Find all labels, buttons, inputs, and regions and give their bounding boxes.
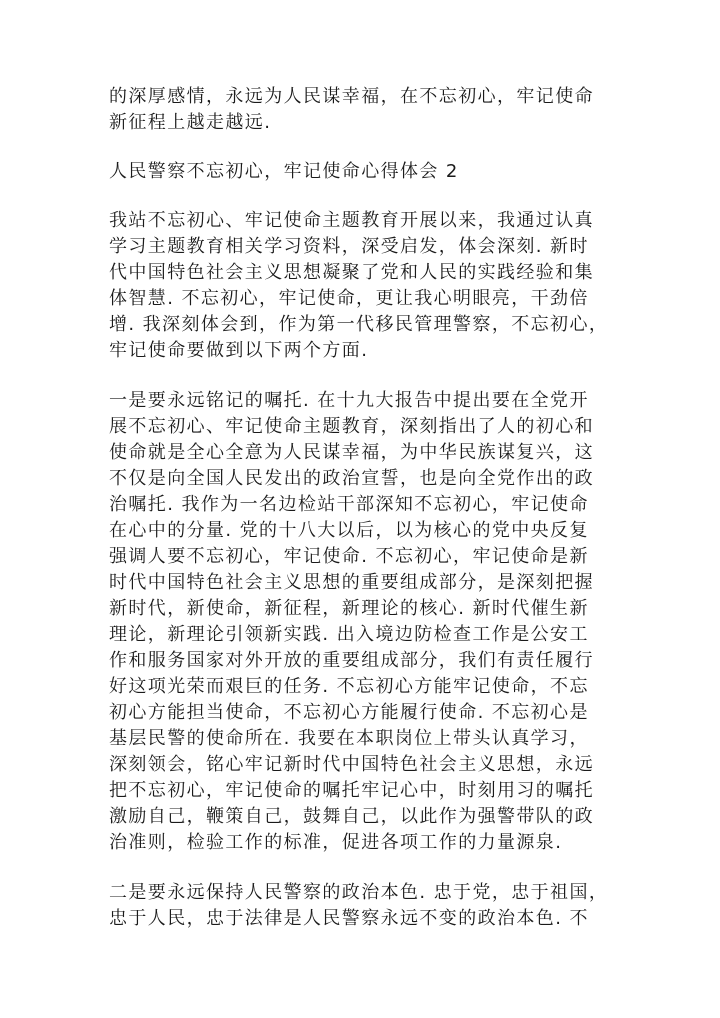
text-line: 强调人要不忘初心，牢记使命. 不忘初心，牢记使命是新 (109, 546, 589, 567)
text-line: 的深厚感情，永远为人民谋幸福，在不忘初心，牢记使命 (109, 86, 594, 107)
text-line: 代中国特色社会主义思想凝聚了党和人民的实践经验和集 (109, 262, 594, 283)
text-line: 牢记使命要做到以下两个方面. (109, 340, 369, 361)
text-line: 作和服务国家对外开放的重要组成部分，我们有责任履行 (109, 650, 594, 671)
paragraph-1 (109, 208, 609, 364)
text-line: 我站不忘初心、牢记使命主题教育开展以来，我通过认真 (109, 210, 594, 231)
section-heading (109, 159, 601, 185)
paragraph-gap (109, 185, 601, 208)
text-line: 初心方能担当使命，不忘初心方能履行使命. 不忘初心是 (109, 702, 589, 723)
text-line: 把不忘初心，牢记使命的嘱托牢记心中，时刻用习的嘱托 (109, 780, 594, 801)
text-line: 体智慧. 不忘初心，牢记使命，更让我心明眼亮，干劲倍 (109, 288, 589, 309)
text-line: 治嘱托. 我作为一名边检站干部深知不忘初心，牢记使命 (109, 494, 589, 515)
text-line: 一是要永远铭记的嘱托. 在十九大报告中提出要在全党开 (109, 390, 589, 411)
paragraph-3 (109, 880, 609, 932)
text-line: 治准则，检验工作的标准，促进各项工作的力量源泉. (109, 832, 563, 853)
text-line: 忠于人民，忠于法律是人民警察永远不变的政治本色. 不 (109, 908, 589, 929)
text-line: 理论，新理论引领新实践. 出入境边防检查工作是公安工 (109, 624, 589, 645)
text-line: 不仅是向全国人民发出的政治宣誓，也是向全党作出的政 (109, 468, 594, 489)
text-line: 使命就是全心全意为人民谋幸福，为中华民族谋复兴，这 (109, 442, 594, 463)
text-line: 展不忘初心、牢记使命主题教育，深刻指出了人的初心和 (109, 416, 594, 437)
paragraph-gap (109, 136, 601, 159)
text-line: 深刻领会，铭心牢记新时代中国特色社会主义思想，永远 (109, 754, 594, 775)
paragraph-gap (109, 856, 601, 880)
text-line: 二是要永远保持人民警察的政治本色. 忠于党，忠于祖国， (109, 882, 609, 903)
intro-paragraph (109, 84, 601, 136)
heading-text: 人民警察不忘初心，牢记使命心得体会 2 (109, 161, 459, 182)
text-line: 增. 我深刻体会到，作为第一代移民管理警察，不忘初心， (109, 314, 609, 335)
text-line: 新征程上越走越远. (109, 112, 272, 133)
paragraph-2 (109, 388, 601, 856)
text-line: 在心中的分量. 党的十八大以后，以为核心的党中央反复 (109, 520, 589, 541)
text-line: 学习主题教育相关学习资料，深受启发，体会深刻. 新时 (109, 236, 589, 257)
text-line: 好这项光荣而艰巨的任务. 不忘初心方能牢记使命，不忘 (109, 676, 589, 697)
text-line: 激励自己，鞭策自己，鼓舞自己，以此作为强警带队的政 (109, 806, 594, 827)
paragraph-gap (109, 364, 601, 388)
text-line: 新时代，新使命，新征程，新理论的核心. 新时代催生新 (109, 598, 589, 619)
document-page (109, 84, 609, 932)
text-line: 基层民警的使命所在. 我要在本职岗位上带头认真学习， (109, 728, 589, 749)
text-line: 时代中国特色社会主义思想的重要组成部分，是深刻把握 (109, 572, 594, 593)
